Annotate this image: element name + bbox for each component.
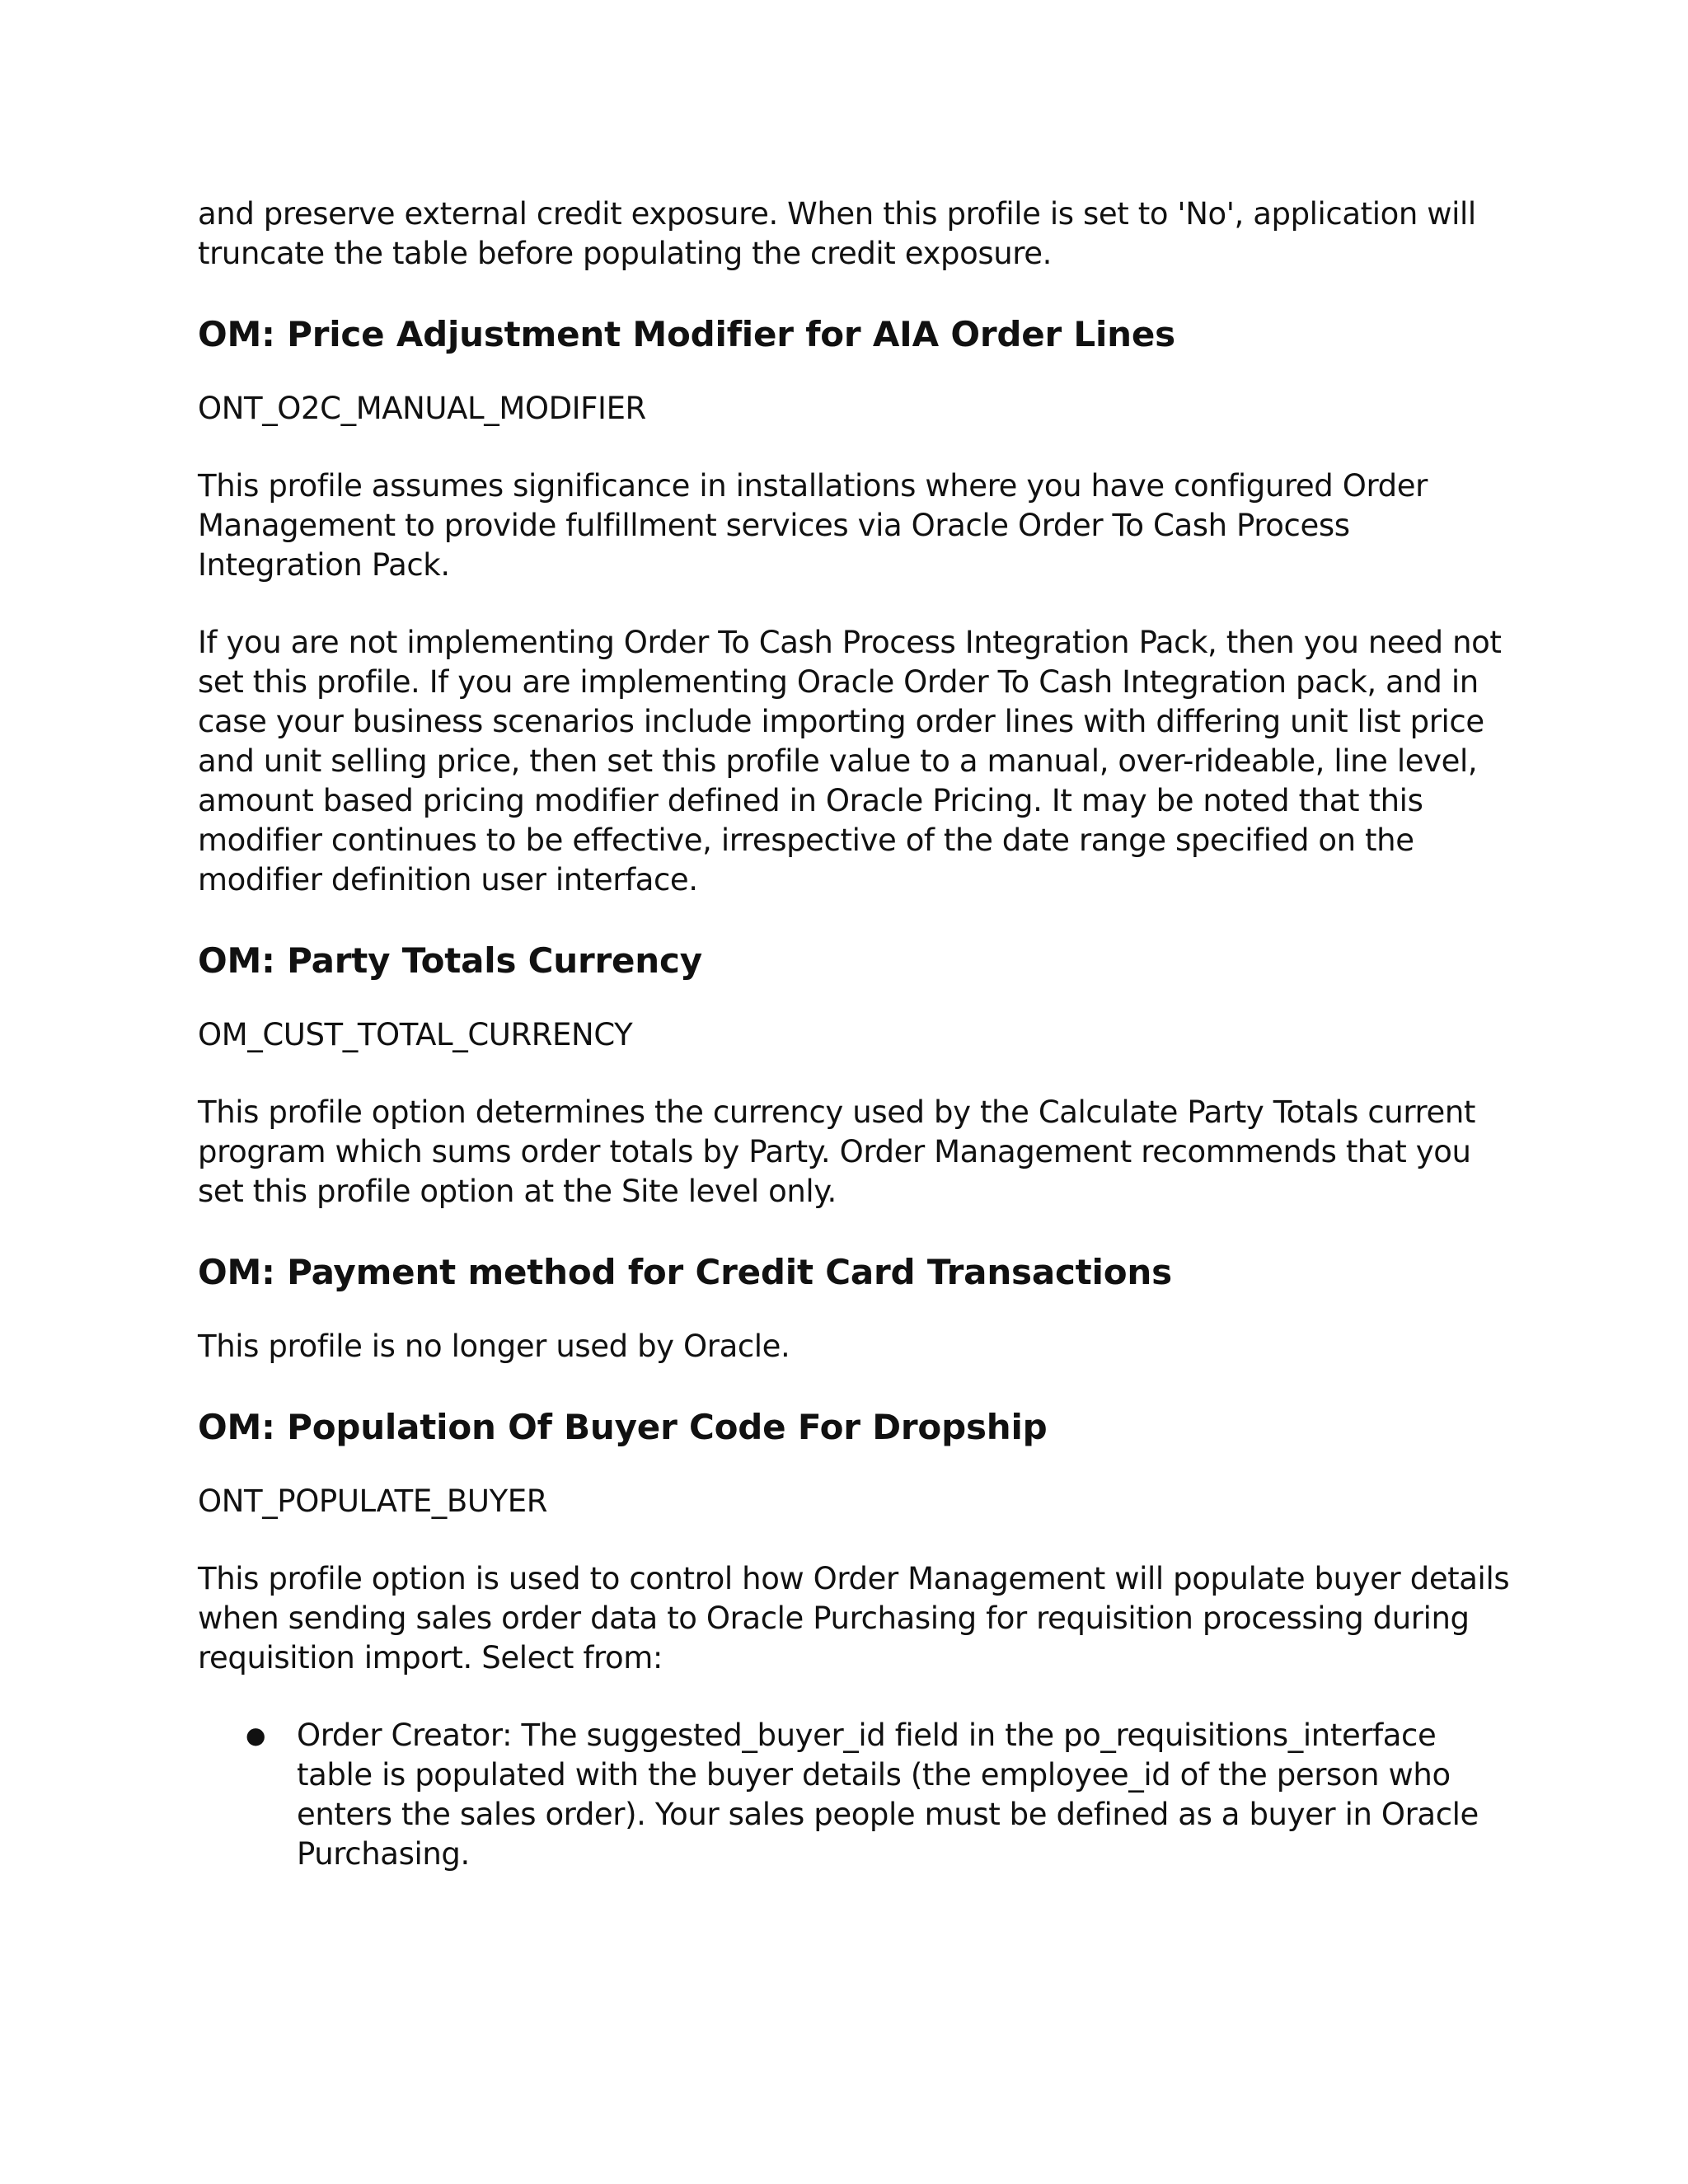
bullet-icon: ●: [246, 1722, 266, 1749]
section-heading-payment-method: OM: Payment method for Credit Card Transactions: [198, 1252, 1172, 1292]
list-item-text: Order Creator: The suggested_buyer_id field in the po_requisitions_interface table is populated with the buyer details (the employee_id of the person who enters the sales order). Your sales people must be defined as a buyer in Oracle Purchasing.: [297, 1718, 1479, 1872]
section-heading-price-adjustment: OM: Price Adjustment Modifier for AIA Order Lines: [198, 314, 1175, 354]
document-page: [198, 194, 1517, 1874]
list-item: [198, 1716, 1517, 1874]
section-paragraph: This profile option is used to control how Order Management will populate buyer details when sending sales order data to Oracle Purchasing for requisition processing during requisition import. Select from:: [198, 1561, 1510, 1675]
profile-code: ONT_POPULATE_BUYER: [198, 1483, 548, 1519]
option-list: [198, 1716, 1517, 1874]
section-paragraph: This profile is no longer used by Oracle.: [198, 1329, 790, 1364]
section-paragraph: This profile assumes significance in installations where you have configured Order Management to provide fulfillment services via Oracle Order To Cash Process Integration Pack.: [198, 468, 1428, 583]
section-paragraph: If you are not implementing Order To Cash Process Integration Pack, then you need not set this profile. If you are implementing Oracle Order To Cash Integration pack, and in case your business scenarios include importing order lines with differing unit list price and unit selling price, then set this profile value to a manual, over-rideable, line level, amount based pricing modifier defined in Oracle Pricing. It may be noted that this modifier continues to be effective, irrespective of the date range specified on the modifier definition user interface.: [198, 625, 1502, 898]
section-paragraph: This profile option determines the currency used by the Calculate Party Totals current program which sums order totals by Party. Order Management recommends that you set this profile option at the Site level only.: [198, 1094, 1476, 1209]
section-heading-buyer-code-dropship: OM: Population Of Buyer Code For Dropship: [198, 1407, 1048, 1447]
profile-code: ONT_O2C_MANUAL_MODIFIER: [198, 391, 646, 426]
section-heading-party-totals-currency: OM: Party Totals Currency: [198, 940, 702, 981]
intro-paragraph: and preserve external credit exposure. When this profile is set to 'No', application will truncate the table before populating the credit exposure.: [198, 196, 1476, 271]
profile-code: OM_CUST_TOTAL_CURRENCY: [198, 1017, 633, 1052]
